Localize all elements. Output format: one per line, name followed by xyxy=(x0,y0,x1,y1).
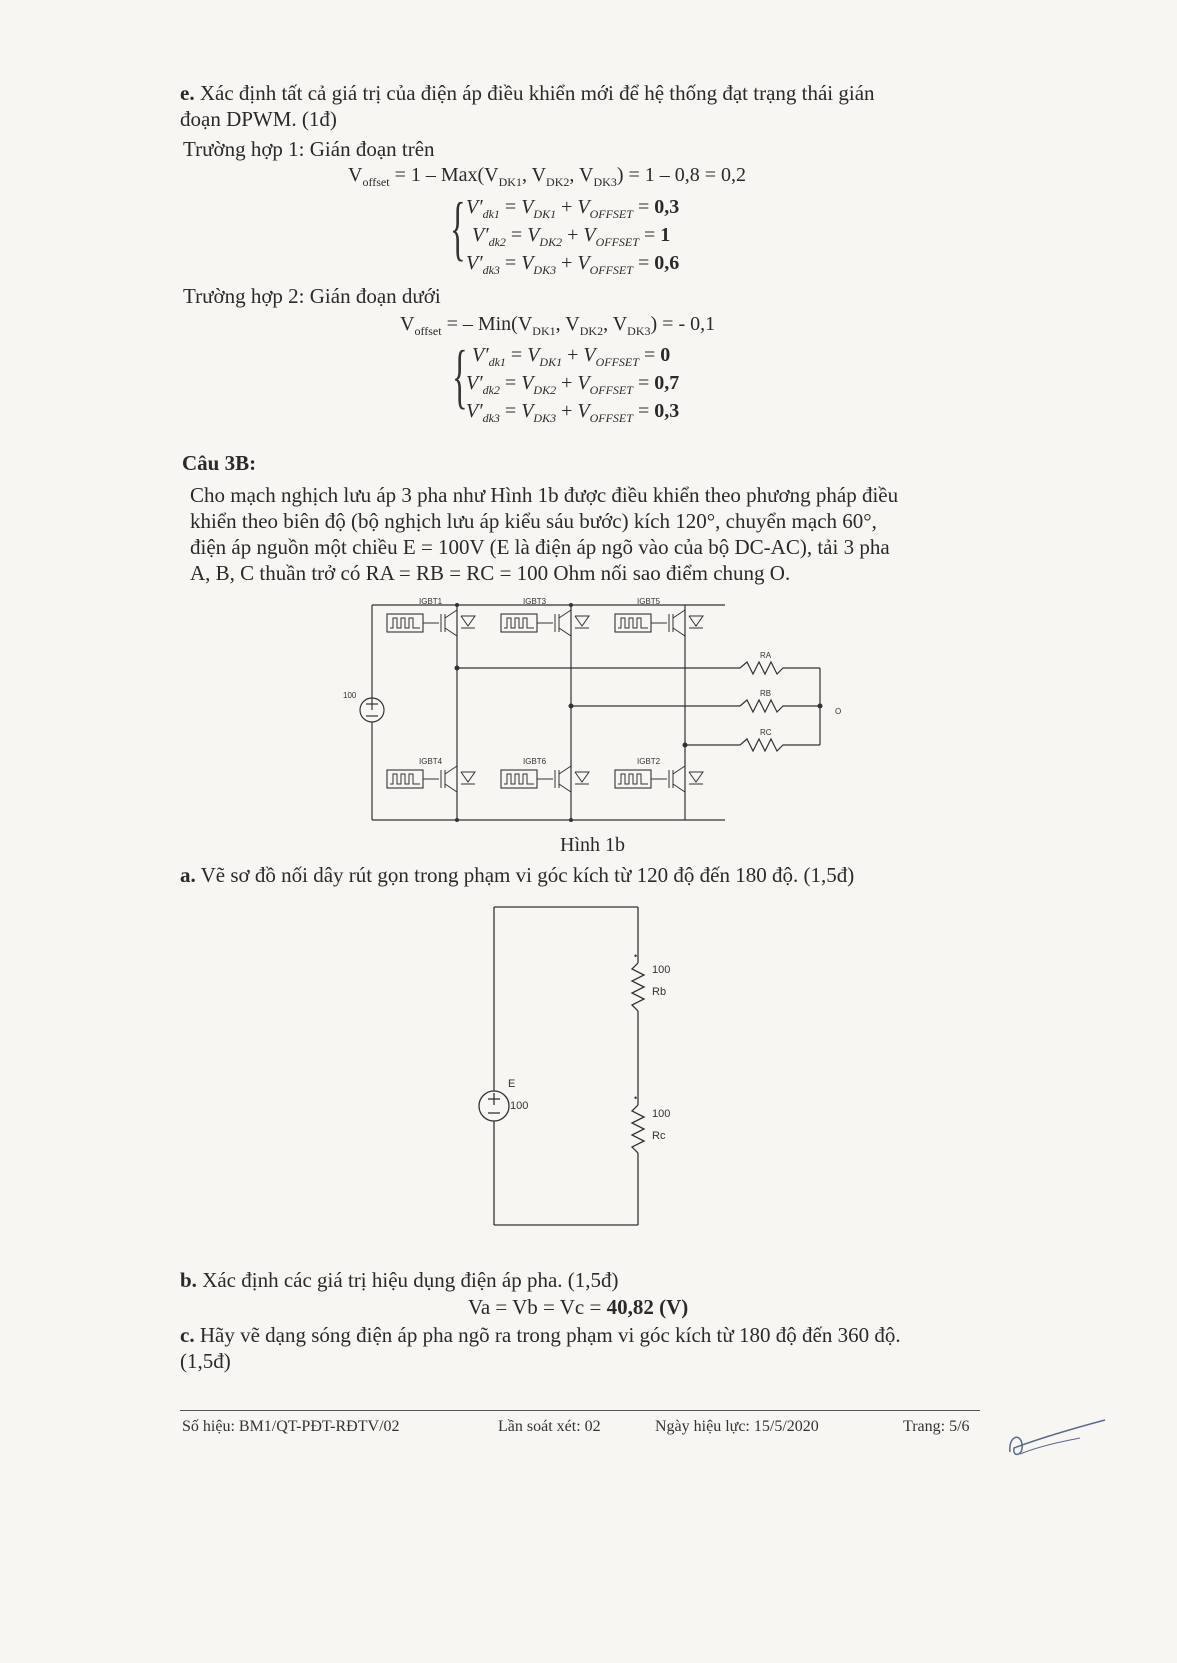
part-b-text: Xác định các giá trị hiệu dụng điện áp pha. (1,5đ) xyxy=(202,1268,619,1292)
figure1-caption: Hình 1b xyxy=(560,834,625,856)
part-e-line2: đoạn DPWM. (1đ) xyxy=(180,107,337,131)
part-b-label: b. xyxy=(180,1268,197,1292)
part-b-answer xyxy=(468,1294,688,1320)
source-label: 100 xyxy=(343,691,357,700)
cau3b-heading: Câu 3B: xyxy=(182,451,257,475)
simplified-circuit xyxy=(460,895,700,1240)
case1-brace: { xyxy=(450,188,466,268)
svg-text:•: • xyxy=(634,951,638,961)
r1-value: 100 xyxy=(652,964,671,976)
cau3b-para-line1: Cho mạch nghịch lưu áp 3 pha như Hình 1b được điều khiển theo phương pháp điều xyxy=(190,483,899,507)
part-e-line1 xyxy=(180,80,875,106)
svg-text:•: • xyxy=(634,1093,638,1103)
part-e-question: Xác định tất cả giá trị của điện áp điều khiển mới để hệ thống đạt trạng thái gián xyxy=(199,81,875,105)
ra-label: RA xyxy=(760,651,772,660)
rb-label: RB xyxy=(760,689,772,698)
case2-eq1: $V'_{dk1} = V_{DK1} + V_{OFFSET} = 0$ xyxy=(472,344,671,369)
case2-eq2: $V'_{dk2} = V_{DK2} + V_{OFFSET} = 0,7$ xyxy=(466,372,680,397)
case1-offset-equation: $V_{offset} = 1 - Max(V_{DK1}$, $V_{DK2}$, $V_{DK3}) = 1 - 0,8 = 0,2$ xyxy=(348,164,747,189)
part-c-line2: (1,5đ) xyxy=(180,1349,231,1373)
inverter-schematic xyxy=(335,590,865,830)
case1-eq2: $V'_{dk2} = V_{DK2} + V_{OFFSET} = 1$ xyxy=(472,224,671,249)
case1-title: Trường hợp 1: Gián đoạn trên xyxy=(183,137,435,161)
part-c-line1 xyxy=(180,1322,901,1348)
source-name: E xyxy=(508,1078,516,1090)
part-b-question xyxy=(180,1267,619,1293)
case1-eq1: $V'_{dk1} = V_{DK1} + V_{OFFSET} = 0,3$ xyxy=(466,196,680,221)
r1-name: Rb xyxy=(652,986,667,998)
node-o-label: O xyxy=(835,707,842,716)
rc-label: RC xyxy=(760,728,772,737)
cau3b-para-line3: điện áp nguồn một chiều E = 100V (E là điện áp ngõ vào của bộ DC-AC), tải 3 pha xyxy=(190,535,890,559)
r2-value: 100 xyxy=(652,1108,671,1120)
igbt1-label: IGBT1 xyxy=(419,597,443,606)
igbt2-label: IGBT2 xyxy=(637,757,661,766)
cau3b-para-line2: khiển theo biên độ (bộ nghịch lưu áp kiểu sáu bước) kích 120°, chuyển mạch 60°, xyxy=(190,509,877,533)
case2-brace: { xyxy=(452,336,468,416)
footer-page: Trang: 5/6 xyxy=(903,1418,970,1435)
igbt4-label: IGBT4 xyxy=(419,757,443,766)
source-value: 100 xyxy=(510,1100,529,1112)
signature-mark xyxy=(1000,1412,1110,1472)
part-b-answer-prefix: Va = Vb = Vc = xyxy=(468,1295,607,1319)
cau3b-para-line4: A, B, C thuần trở có RA = RB = RC = 100 Ohm nối sao điểm chung O. xyxy=(190,561,791,585)
part-a-text: Vẽ sơ đồ nối dây rút gọn trong phạm vi góc kích từ 120 độ đến 180 độ. (1,5đ) xyxy=(200,863,855,887)
igbt5-label: IGBT5 xyxy=(637,597,661,606)
part-a-label: a. xyxy=(180,863,196,887)
case2-offset-equation: $V_{offset}$ = – $Min(V_{DK1}$, $V_{DK2}$, $V_{DK3}$) = - 0,1 xyxy=(400,313,716,338)
part-c-text: Hãy vẽ dạng sóng điện áp pha ngõ ra trong phạm vi góc kích từ 180 độ đến 360 độ. xyxy=(199,1323,901,1347)
footer-doc-code: Số hiệu: BM1/QT-PĐT-RĐTV/02 xyxy=(182,1418,400,1435)
igbt3-label: IGBT3 xyxy=(523,597,547,606)
igbt6-label: IGBT6 xyxy=(523,757,547,766)
footer-effective-date: Ngày hiệu lực: 15/5/2020 xyxy=(655,1418,819,1435)
case2-title: Trường hợp 2: Gián đoạn dưới xyxy=(183,284,441,308)
r2-name: Rc xyxy=(652,1130,666,1142)
part-e-label: e. xyxy=(180,81,195,105)
case1-eq3: $V'_{dk3} = V_{DK3} + V_{OFFSET} = 0,6$ xyxy=(466,252,680,277)
footer-divider xyxy=(180,1410,980,1411)
part-a-question xyxy=(180,862,854,888)
part-b-answer-value: 40,82 (V) xyxy=(606,1295,689,1319)
case2-eq3: $V'_{dk3} = V_{DK3} + V_{OFFSET} = 0,3$ xyxy=(466,400,680,425)
footer-revision: Lần soát xét: 02 xyxy=(498,1418,601,1435)
part-c-label: c. xyxy=(180,1323,195,1347)
